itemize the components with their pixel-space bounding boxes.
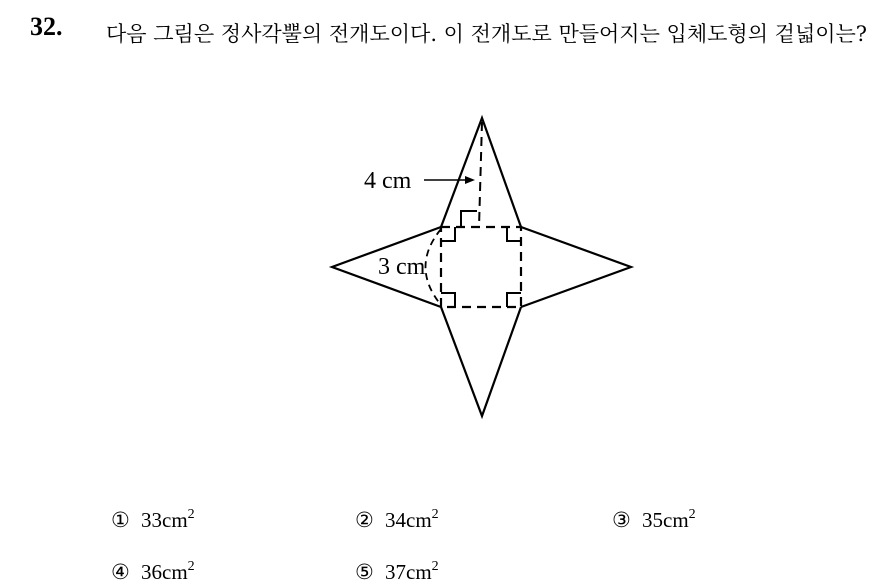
base-label: 3 cm — [378, 254, 426, 280]
square-base — [441, 227, 521, 307]
bottom-face — [441, 307, 521, 416]
choice-exponent: 2 — [187, 507, 195, 522]
choice-4[interactable] — [111, 559, 195, 585]
choice-value: 37cm — [385, 560, 432, 584]
choice-mark: ④ — [111, 560, 130, 584]
choice-mark: ① — [111, 508, 130, 532]
choice-value: 35cm — [642, 508, 689, 532]
right-face — [521, 227, 631, 307]
slant-label: 4 cm — [364, 168, 412, 194]
slant-height-line — [479, 122, 482, 227]
choice-mark: ② — [355, 508, 374, 532]
choice-mark: ③ — [612, 508, 631, 532]
choice-exponent: 2 — [431, 507, 439, 522]
question-number: 32. — [30, 12, 63, 41]
choice-mark: ⑤ — [355, 560, 374, 584]
choice-value: 34cm — [385, 508, 432, 532]
right-angle-marks — [441, 211, 521, 307]
question-text: 다음 그림은 정사각뿔의 전개도이다. 이 전개도로 만들어지는 입체도형의 겉넓이는? — [106, 22, 868, 46]
choice-1[interactable] — [111, 507, 195, 533]
choice-3[interactable] — [612, 507, 696, 533]
base-arc — [426, 229, 442, 305]
choice-exponent: 2 — [431, 559, 439, 574]
choice-exponent: 2 — [688, 507, 696, 522]
choice-5[interactable] — [355, 559, 439, 585]
choice-2[interactable] — [355, 507, 439, 533]
choice-value: 36cm — [141, 560, 188, 584]
choice-value: 33cm — [141, 508, 188, 532]
choice-exponent: 2 — [187, 559, 195, 574]
